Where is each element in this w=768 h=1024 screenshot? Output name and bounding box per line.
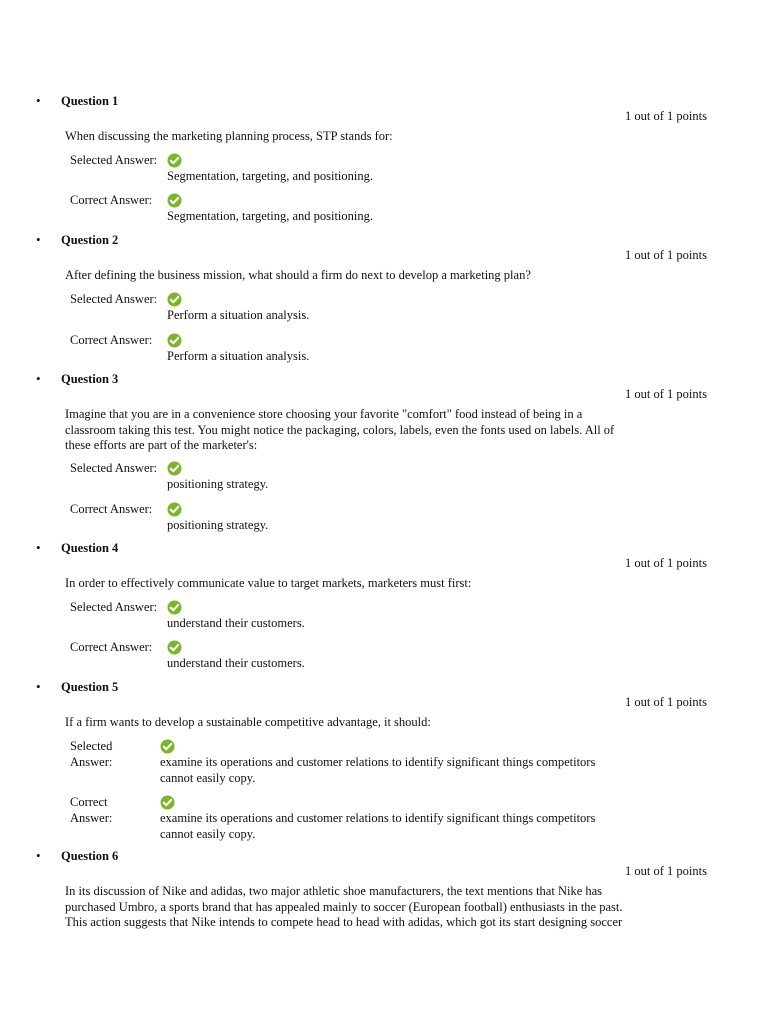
question-title: Question 6 — [61, 849, 119, 863]
check-circle-icon — [167, 502, 182, 517]
correct-answer-text: Perform a situation analysis. — [167, 349, 310, 363]
question-points: 1 out of 1 points — [625, 387, 707, 401]
bullet: • — [36, 679, 41, 694]
question-points: 1 out of 1 points — [625, 109, 707, 123]
selected-answer-label: Selected Answer: — [70, 600, 158, 614]
question-text: If a firm wants to develop a sustainable competitive advantage, it should: — [65, 715, 431, 729]
question-text: After defining the business mission, what should a firm do next to develop a marketing plan? — [65, 268, 531, 282]
question-points: 1 out of 1 points — [625, 695, 707, 709]
check-circle-icon — [167, 640, 182, 655]
selected-answer-label: Selected Answer: — [70, 461, 158, 475]
correct-answer-label: Correct Answer: — [70, 333, 153, 347]
question-title: Question 1 — [61, 94, 119, 108]
correct-answer-label: Correct Answer: — [70, 502, 153, 516]
correct-answer-text: positioning strategy. — [167, 518, 269, 532]
check-circle-icon — [167, 333, 182, 348]
check-circle-icon — [167, 292, 182, 307]
question-title: Question 3 — [61, 372, 119, 386]
correct-answer-label: Correct Answer: — [70, 640, 153, 654]
question-title: Question 5 — [61, 680, 119, 694]
selected-answer-text: Perform a situation analysis. — [167, 308, 310, 322]
selected-answer-text: positioning strategy. — [167, 477, 269, 491]
bullet: • — [36, 848, 41, 863]
correct-answer-text: understand their customers. — [167, 656, 305, 670]
selected-answer-label: Selected Answer: — [70, 153, 158, 167]
check-circle-icon — [160, 795, 175, 810]
correct-answer-text: Segmentation, targeting, and positioning. — [167, 209, 373, 223]
question-points: 1 out of 1 points — [625, 864, 707, 878]
question-text: In its discussion of Nike and adidas, two major athletic shoe manufacturers, the text mentions that Nike has purchased Umbro, a sports brand that has appealed mainly to soccer (European football) enthusiasts in the past. This action suggests that Nike intends to compete head to head with adidas, which got its start designing soccer — [65, 884, 623, 929]
check-circle-icon — [167, 461, 182, 476]
question-text: Imagine that you are in a convenience store choosing your favorite "comfort" food instead of being in a classroom taking this test. You might notice the packaging, colors, labels, even the fonts used on labels. All of these efforts are part of the marketer's: — [65, 407, 615, 452]
bullet: • — [36, 371, 41, 386]
correct-answer-label: Correct Answer: — [70, 193, 153, 207]
selected-answer-text: understand their customers. — [167, 616, 305, 630]
check-circle-icon — [160, 739, 175, 754]
question-points: 1 out of 1 points — [625, 248, 707, 262]
question-text: In order to effectively communicate value to target markets, marketers must first: — [65, 576, 472, 590]
question-points: 1 out of 1 points — [625, 556, 707, 570]
bullet: • — [36, 540, 41, 555]
bullet: • — [36, 93, 41, 108]
check-circle-icon — [167, 193, 182, 208]
bullet: • — [36, 232, 41, 247]
selected-answer-text: Segmentation, targeting, and positioning. — [167, 169, 373, 183]
check-circle-icon — [167, 153, 182, 168]
correct-answer-text: examine its operations and customer relations to identify significant things competitors cannot easily copy. — [160, 811, 596, 841]
correct-answer-label: Correct Answer: — [70, 795, 113, 825]
question-title: Question 2 — [61, 233, 119, 247]
selected-answer-text: examine its operations and customer relations to identify significant things competitors cannot easily copy. — [160, 755, 596, 785]
selected-answer-label: Selected Answer: — [70, 739, 113, 769]
selected-answer-label: Selected Answer: — [70, 292, 158, 306]
check-circle-icon — [167, 600, 182, 615]
question-title: Question 4 — [61, 541, 119, 555]
question-text: When discussing the marketing planning process, STP stands for: — [65, 129, 393, 143]
